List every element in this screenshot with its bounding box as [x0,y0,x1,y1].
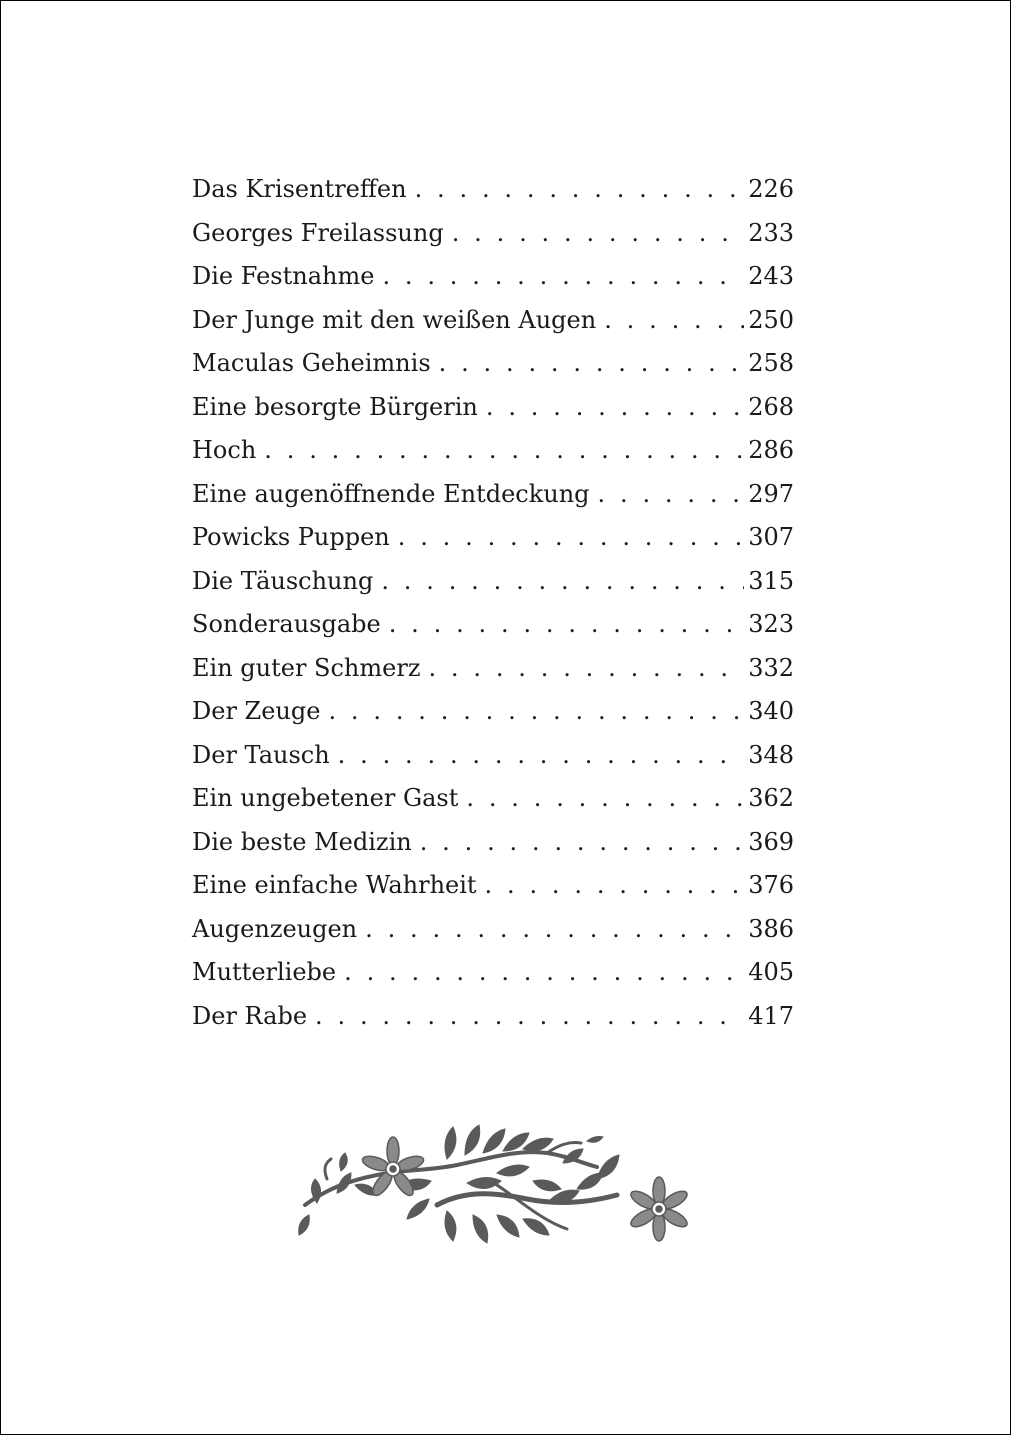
toc-entry-page: 376 [748,871,794,899]
toc-entry [192,828,794,872]
toc-entry-page: 250 [748,305,794,334]
toc-leader-dots [382,262,744,290]
toc-entry [192,262,794,306]
toc-entry-page: 323 [748,610,794,638]
toc-entry [192,436,794,480]
toc-entry-title: Mutterliebe [192,958,337,986]
toc-leader-dots [486,393,744,421]
toc-leader-dots [315,1002,744,1030]
toc-entry [192,393,794,437]
toc-leader-dots [452,219,744,247]
toc-entry [192,523,794,567]
toc-leader-dots [338,741,745,769]
toc-entry-page: 348 [748,740,794,769]
toc-entry-page: 340 [748,697,794,725]
toc-entry-title: Die Täuschung [192,566,374,595]
toc-leader-dots [604,306,744,334]
toc-entry-title: Der Junge mit den weißen Augen [192,305,597,334]
toc-leader-dots [466,784,744,812]
toc-entry-title: Der Rabe [192,1001,308,1030]
toc-entry-page: 405 [748,958,794,986]
toc-leader-dots [598,480,745,508]
toc-leader-dots [389,610,744,638]
toc-entry [192,175,794,219]
table-of-contents [192,175,794,1045]
toc-entry-page: 233 [748,218,794,247]
toc-entry-title: Sonderausgabe [192,610,381,638]
toc-entry-page: 362 [748,784,794,812]
toc-leader-dots [328,697,744,725]
toc-entry-page: 297 [748,479,794,508]
toc-entry [192,915,794,959]
toc-entry-page: 286 [748,436,794,464]
toc-entry-title: Hoch [192,436,257,464]
toc-entry-title: Ein ungebetener Gast [192,784,459,812]
toc-entry-title: Die beste Medizin [192,827,412,856]
toc-entry [192,480,794,524]
toc-leader-dots [485,871,745,899]
toc-entry-page: 386 [748,914,794,943]
toc-entry-page: 268 [748,392,794,421]
toc-entry-title: Das Krisentreffen [192,175,407,203]
toc-leader-dots [365,915,744,943]
toc-leader-dots [344,958,744,986]
toc-entry-title: Der Tausch [192,740,330,769]
toc-entry-title: Georges Freilassung [192,218,444,247]
toc-entry-title: Eine einfache Wahrheit [192,871,477,899]
toc-leader-dots [381,567,744,595]
toc-entry-title: Eine augenöffnende Entdeckung [192,479,590,508]
toc-entry-page: 332 [748,653,794,682]
toc-entry-title: Eine besorgte Bürgerin [192,392,478,421]
toc-entry-page: 307 [748,523,794,551]
toc-leader-dots [439,349,745,377]
toc-entry-page: 417 [748,1001,794,1030]
toc-entry [192,610,794,654]
toc-entry [192,219,794,263]
toc-entry-title: Maculas Geheimnis [192,349,431,377]
toc-entry [192,784,794,828]
toc-leader-dots [398,523,744,551]
toc-entry [192,697,794,741]
toc-entry [192,741,794,785]
toc-entry-title: Die Festnahme [192,262,375,290]
toc-entry-page: 226 [748,175,794,203]
floral-vine-ornament-icon [297,1119,697,1251]
toc-entry-page: 258 [748,349,794,377]
toc-entry-page: 315 [748,566,794,595]
toc-entry [192,654,794,698]
toc-entry [192,871,794,915]
toc-entry-title: Powicks Puppen [192,523,390,551]
toc-entry [192,306,794,350]
toc-leader-dots [264,436,744,464]
toc-entry-title: Ein guter Schmerz [192,653,421,682]
toc-leader-dots [415,175,745,203]
toc-entry-title: Augenzeugen [192,914,358,943]
toc-leader-dots [420,828,744,856]
toc-entry [192,349,794,393]
toc-entry [192,567,794,611]
toc-leader-dots [428,654,744,682]
toc-entry [192,1002,794,1046]
toc-entry-page: 243 [748,262,794,290]
toc-entry-page: 369 [748,827,794,856]
toc-entry-title: Der Zeuge [192,697,321,725]
toc-entry [192,958,794,1002]
